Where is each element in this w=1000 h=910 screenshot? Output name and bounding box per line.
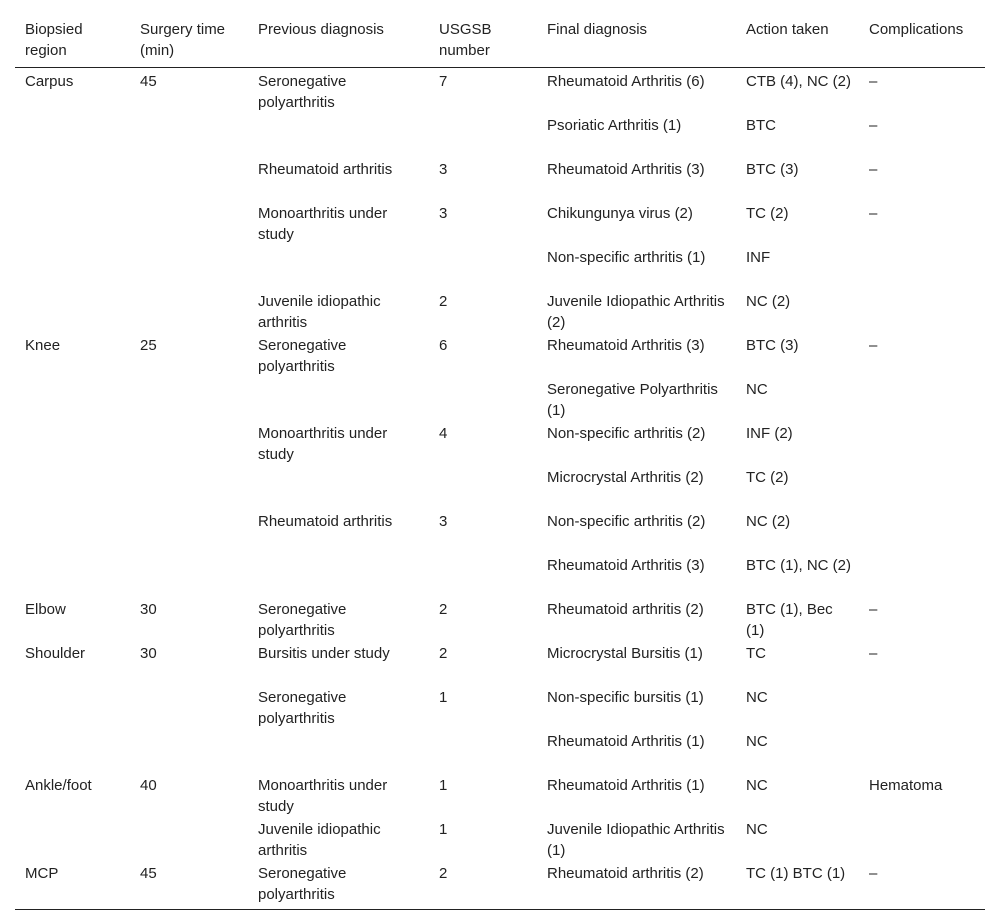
table-body — [15, 68, 985, 910]
table-row — [15, 158, 985, 202]
table-cell: Monoarthritis under study — [258, 425, 388, 463]
table-cell: Carpus — [25, 73, 74, 90]
table-cell: – — [869, 205, 878, 222]
table-row — [15, 202, 985, 246]
table-row — [15, 554, 985, 598]
table-cell — [859, 290, 985, 334]
table-row — [15, 510, 985, 554]
table-cell — [130, 422, 248, 466]
table-cell — [15, 378, 130, 422]
table-cell: NC — [746, 689, 768, 706]
table-cell: Rheumatoid arthritis — [258, 513, 393, 530]
table-cell: Juvenile Idiopathic Arthritis (1) — [547, 821, 725, 859]
table-cell: 45 — [140, 73, 157, 90]
table-cell: TC (2) — [746, 205, 789, 222]
table-row — [15, 862, 985, 910]
table-row — [15, 642, 985, 686]
table-cell: Non-specific arthritis (2) — [547, 513, 706, 530]
table-cell: 3 — [439, 513, 448, 530]
table-cell: TC (1) BTC (1) — [736, 862, 859, 910]
table-header — [15, 12, 985, 68]
table-cell — [130, 730, 248, 774]
table-cell — [429, 114, 537, 158]
table-cell — [859, 554, 985, 598]
table-cell: Microcrystal Bursitis (1) — [547, 645, 703, 662]
table-cell — [248, 730, 429, 774]
table-cell — [859, 246, 985, 290]
table-cell — [248, 378, 429, 422]
table-cell: 2 — [439, 601, 448, 618]
table-cell: Chikungunya virus (2) — [547, 205, 693, 222]
column-header: Previous diagnosis — [248, 12, 429, 68]
table-cell — [15, 202, 130, 246]
table-cell — [130, 290, 248, 334]
column-header: Surgery time (min) — [130, 12, 248, 68]
table-cell — [15, 158, 130, 202]
table-cell: 25 — [140, 337, 157, 354]
table-cell: 40 — [140, 777, 157, 794]
table-cell — [15, 686, 130, 730]
table-cell: Non-specific arthritis (1) — [547, 249, 706, 266]
table-cell — [859, 818, 985, 862]
table-cell: Microcrystal Arthritis (2) — [547, 469, 704, 486]
table-cell — [130, 114, 248, 158]
table-cell: Monoarthritis under study — [258, 205, 388, 243]
table-cell: BTC (1), NC (2) — [746, 557, 851, 574]
table-cell: Ankle/foot — [25, 777, 92, 794]
table-cell: Rheumatoid arthritis — [258, 161, 393, 178]
table-cell: Seronegative polyarthritis — [258, 73, 347, 111]
table-cell: 3 — [439, 161, 448, 178]
table-cell — [15, 466, 130, 510]
table-cell: NC (2) — [746, 513, 791, 530]
table-cell: – — [869, 117, 878, 134]
table-cell: TC — [746, 645, 766, 662]
table-cell: NC (2) — [746, 293, 791, 310]
table-cell: Elbow — [25, 601, 66, 618]
table-row — [15, 422, 985, 466]
table-cell: 2 — [439, 293, 448, 310]
column-header: Final diagnosis — [537, 12, 736, 68]
column-header: Complications — [859, 12, 985, 68]
table-cell: Non-specific bursitis (1) — [547, 689, 704, 706]
table-cell: 3 — [439, 205, 448, 222]
table-cell: Rheumatoid Arthritis (1) — [547, 733, 705, 750]
table-cell: BTC (3) — [746, 161, 799, 178]
table-cell: Monoarthritis under study — [258, 777, 388, 815]
table-cell: NC — [746, 381, 768, 398]
table-cell: INF — [746, 249, 771, 266]
table-row — [15, 68, 985, 115]
table-cell — [15, 114, 130, 158]
table-cell — [130, 378, 248, 422]
table-cell — [15, 818, 130, 862]
table-cell: 1 — [439, 777, 448, 794]
table-cell — [130, 466, 248, 510]
table-row — [15, 290, 985, 334]
table-cell — [130, 818, 248, 862]
table-cell — [248, 246, 429, 290]
table-cell: 1 — [439, 689, 448, 706]
table-cell: Juvenile Idiopathic Arthritis (2) — [547, 293, 725, 331]
column-header: Biopsied region — [15, 12, 130, 68]
table-row — [15, 334, 985, 378]
table-cell — [130, 158, 248, 202]
table-cell: NC — [746, 777, 768, 794]
table-cell: – — [869, 601, 878, 618]
table-cell: 7 — [439, 73, 448, 90]
table-cell: Seronegative polyarthritis — [258, 337, 347, 375]
table-cell: Knee — [25, 337, 61, 354]
table-cell — [248, 466, 429, 510]
table-cell — [130, 510, 248, 554]
table-cell: Rheumatoid Arthritis (6) — [547, 73, 705, 90]
table-row — [15, 598, 985, 642]
table-cell — [15, 730, 130, 774]
table-cell: 6 — [439, 337, 448, 354]
table-cell: INF (2) — [746, 425, 793, 442]
table-cell: Non-specific arthritis (2) — [547, 425, 706, 442]
table-cell: 2 — [439, 645, 448, 662]
table-cell — [15, 554, 130, 598]
biopsy-table — [15, 12, 985, 910]
table-cell: Shoulder — [25, 645, 86, 662]
table-cell: CTB (4), NC (2) — [746, 73, 851, 90]
table-cell: Juvenile idiopathic arthritis — [258, 821, 381, 859]
table-cell: MCP — [15, 862, 130, 910]
table-cell: Seronegative Polyarthritis (1) — [547, 381, 718, 419]
table-cell: Seronegative polyarthritis — [258, 601, 347, 639]
table-row — [15, 730, 985, 774]
table-cell — [429, 730, 537, 774]
table-cell — [859, 510, 985, 554]
table-cell — [248, 554, 429, 598]
table-cell — [15, 246, 130, 290]
table-cell — [15, 422, 130, 466]
table-cell: Juvenile idiopathic arthritis — [258, 293, 381, 331]
table-cell — [130, 202, 248, 246]
table-cell: – — [869, 645, 878, 662]
table-cell — [859, 686, 985, 730]
table-cell: BTC (3) — [746, 337, 799, 354]
table-cell: NC — [746, 733, 768, 750]
table-cell — [859, 422, 985, 466]
table-cell: – — [859, 862, 985, 910]
table-row — [15, 114, 985, 158]
table-cell: Rheumatoid Arthritis (3) — [547, 337, 705, 354]
table-cell — [429, 466, 537, 510]
table-cell: 4 — [439, 425, 448, 442]
table-cell: 30 — [140, 601, 157, 618]
table-row — [15, 466, 985, 510]
table-cell: Rheumatoid Arthritis (3) — [547, 557, 705, 574]
table-cell — [130, 246, 248, 290]
table-cell: 45 — [130, 862, 248, 910]
header-row — [15, 12, 985, 68]
table-cell — [859, 466, 985, 510]
table-row — [15, 378, 985, 422]
table-cell: Hematoma — [869, 777, 943, 794]
table-cell — [859, 730, 985, 774]
table-row — [15, 818, 985, 862]
table-cell: Rheumatoid arthritis (2) — [547, 601, 704, 618]
table-row — [15, 774, 985, 818]
table-cell: – — [869, 337, 878, 354]
table-cell: – — [869, 73, 878, 90]
column-header: Action taken — [736, 12, 859, 68]
table-cell: 2 — [429, 862, 537, 910]
table-cell: Rheumatoid Arthritis (1) — [547, 777, 705, 794]
table-cell — [15, 510, 130, 554]
table-cell: Rheumatoid arthritis (2) — [537, 862, 736, 910]
table-cell: Seronegative polyarthritis — [258, 689, 347, 727]
table-cell — [429, 246, 537, 290]
table-cell: Psoriatic Arthritis (1) — [547, 117, 682, 134]
table-cell — [429, 554, 537, 598]
table-cell — [859, 378, 985, 422]
table-cell: 1 — [439, 821, 448, 838]
table-cell: BTC — [746, 117, 776, 134]
table-cell: Bursitis under study — [258, 645, 390, 662]
table-cell — [15, 290, 130, 334]
table-row — [15, 686, 985, 730]
table-cell: – — [869, 161, 878, 178]
table-cell: NC — [746, 821, 768, 838]
table-cell — [429, 378, 537, 422]
table-cell: TC (2) — [746, 469, 789, 486]
table-row — [15, 246, 985, 290]
table-cell: Seronegative polyarthritis — [248, 862, 429, 910]
table-cell — [130, 554, 248, 598]
table-cell — [130, 686, 248, 730]
table-cell: Rheumatoid Arthritis (3) — [547, 161, 705, 178]
table-cell: 30 — [140, 645, 157, 662]
table-cell — [248, 114, 429, 158]
column-header: USGSB number — [429, 12, 537, 68]
table-cell: BTC (1), Bec (1) — [746, 601, 833, 639]
